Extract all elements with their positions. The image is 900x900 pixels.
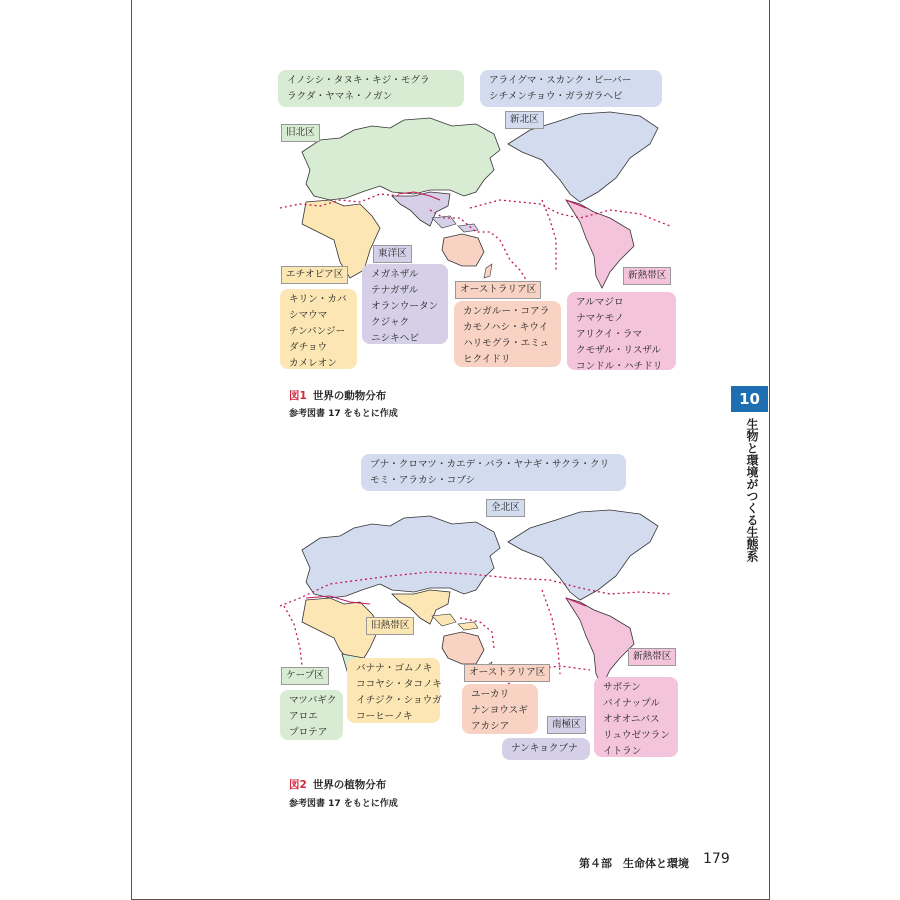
fig1-nearctic-box (480, 70, 662, 107)
fig2-australian-line: ナンヨウスギ (471, 705, 528, 716)
fig2-holarctic-line: ブナ・クロマツ・カエデ・バラ・ヤナギ・サクラ・クリ (370, 459, 610, 470)
fig1-oriental-line: ニシキヘビ (371, 333, 419, 344)
fig2-cape-box (280, 690, 343, 740)
footer-part: 第４部 生命体と環境 (579, 857, 689, 870)
fig2-neotropical-line: パイナップル (603, 698, 660, 709)
fig2-label-cape: ケープ区 (281, 667, 329, 685)
fig1-palearctic-line: イノシシ・タヌキ・キジ・モグラ (287, 75, 430, 86)
page-number: 179 (703, 851, 730, 867)
fig1-caption-number: 図1 (289, 390, 307, 402)
fig1-caption (289, 388, 386, 403)
fig1-nearctic-line: シチメンチョウ・ガラガラヘビ (489, 91, 623, 102)
fig2-antarctic-line: ナンキョクブナ (511, 743, 578, 754)
fig1-neotropical-line: クモザル・リスザル (576, 345, 661, 356)
fig1-label-nearctic: 新北区 (505, 111, 544, 129)
fig2-australian-line: アカシア (471, 721, 510, 732)
fig2-label-holarctic: 全北区 (486, 499, 525, 517)
fig2-paleotropical-line: バナナ・ゴムノキ (356, 663, 433, 674)
fig1-label-oriental: 東洋区 (373, 245, 412, 263)
fig1-label-palearctic: 旧北区 (281, 124, 320, 142)
fig1-australian-line: ハリモグラ・エミュ (463, 338, 550, 349)
fig1-caption-text: 世界の動物分布 (312, 390, 387, 402)
fig2-label-australian: オーストラリア区 (464, 664, 550, 682)
fig1-ethiopian-line: カメレオン (289, 358, 337, 369)
fig1-oriental-line: クジャク (371, 317, 410, 328)
fig1-palearctic-box (278, 70, 464, 107)
fig1-oriental-line: メガネザル (371, 269, 419, 280)
fig2-world-map (280, 498, 680, 688)
fig2-cape-line: アロエ (289, 711, 318, 722)
fig1-world-map (280, 100, 680, 290)
fig1-ethiopian-line: チンパンジー (289, 326, 346, 337)
fig2-cape-line: マツバギク (289, 695, 337, 706)
fig1-ethiopian-line: キリン・カバ (289, 294, 347, 305)
fig1-label-neotropical: 新熱帯区 (623, 267, 671, 285)
fig2-label-antarctic: 南極区 (547, 716, 586, 734)
fig1-australian-line: ヒクイドリ (463, 354, 511, 365)
fig1-australian-area (442, 234, 484, 266)
fig1-neotropical-box (567, 292, 676, 370)
fig2-paleotropical-line: コーヒーノキ (356, 711, 413, 722)
fig1-ethiopian-box (280, 289, 357, 369)
chapter-title: 生物と環境がつくる生態系 (745, 418, 759, 562)
fig2-paleotropical-line: ココヤシ・タコノキ (356, 679, 442, 690)
fig2-source: 参考図書 17 をもとに作成 (289, 799, 398, 809)
fig1-source: 参考図書 17 をもとに作成 (289, 409, 398, 419)
chapter-number-tab: 10 (731, 386, 768, 412)
fig1-palearctic-area (302, 118, 500, 200)
fig1-palearctic-line: ラクダ・ヤマネ・ノガン (287, 91, 393, 102)
fig1-australian-box (454, 301, 561, 367)
fig2-sea-islands (432, 614, 478, 630)
fig2-neotropical-box (594, 677, 678, 757)
fig2-label-paleotropical: 旧熱帯区 (366, 617, 414, 635)
fig2-holarctic-area (508, 510, 658, 600)
fig2-holarctic-line: モミ・アラカシ・コブシ (370, 475, 476, 486)
fig2-paleotropical-line: イチジク・ショウガ (356, 695, 442, 706)
fig1-neotropical-line: ナマケモノ (576, 313, 624, 324)
fig2-australian-line: ユーカリ (471, 689, 510, 700)
fig2-paleotropical-box (347, 658, 440, 723)
fig1-label-ethiopian: エチオピア区 (281, 266, 348, 284)
fig2-holarctic-area (302, 516, 500, 598)
fig1-oriental-box (362, 264, 448, 344)
fig1-new-zealand (484, 264, 492, 278)
fig2-neotropical-line: オオオニバス (603, 714, 660, 725)
fig1-ethiopian-line: ダチョウ (289, 342, 328, 353)
fig2-australian-area (442, 632, 484, 664)
fig1-neotropical-line: アリクイ・ラマ (576, 329, 643, 340)
fig2-australian-box (462, 684, 538, 734)
fig1-neotropical-line: コンドル・ハチドリ (576, 361, 663, 372)
fig1-neotropical-line: アルマジロ (576, 297, 624, 308)
fig1-sea-islands (432, 216, 478, 232)
fig2-antarctic-box (502, 738, 590, 760)
fig2-label-neotropical: 新熱帯区 (628, 648, 676, 666)
fig2-neotropical-line: リュウゼツラン (603, 730, 670, 741)
fig2-caption (289, 777, 386, 792)
fig1-australian-line: カモノハシ・キウイ (463, 322, 549, 333)
fig2-boundary-line (542, 590, 560, 674)
fig2-neotropical-line: イトラン (603, 746, 642, 757)
fig2-caption-text: 世界の植物分布 (312, 779, 387, 791)
fig1-oriental-line: テナガザル (371, 285, 419, 296)
fig1-ethiopian-line: シマウマ (289, 310, 328, 321)
fig1-australian-line: カンガルー・コアラ (463, 306, 550, 317)
fig2-holarctic-box (361, 454, 626, 491)
fig1-label-australian: オーストラリア区 (455, 281, 541, 299)
fig1-nearctic-line: アライグマ・スカンク・ビーバー (489, 75, 632, 86)
fig2-neotropical-line: サボテン (603, 682, 641, 693)
fig2-neotropical-area (566, 598, 634, 686)
fig2-caption-number: 図2 (289, 779, 307, 791)
fig1-oriental-line: オランウータン (371, 301, 439, 312)
fig2-cape-line: プロテア (289, 727, 328, 738)
